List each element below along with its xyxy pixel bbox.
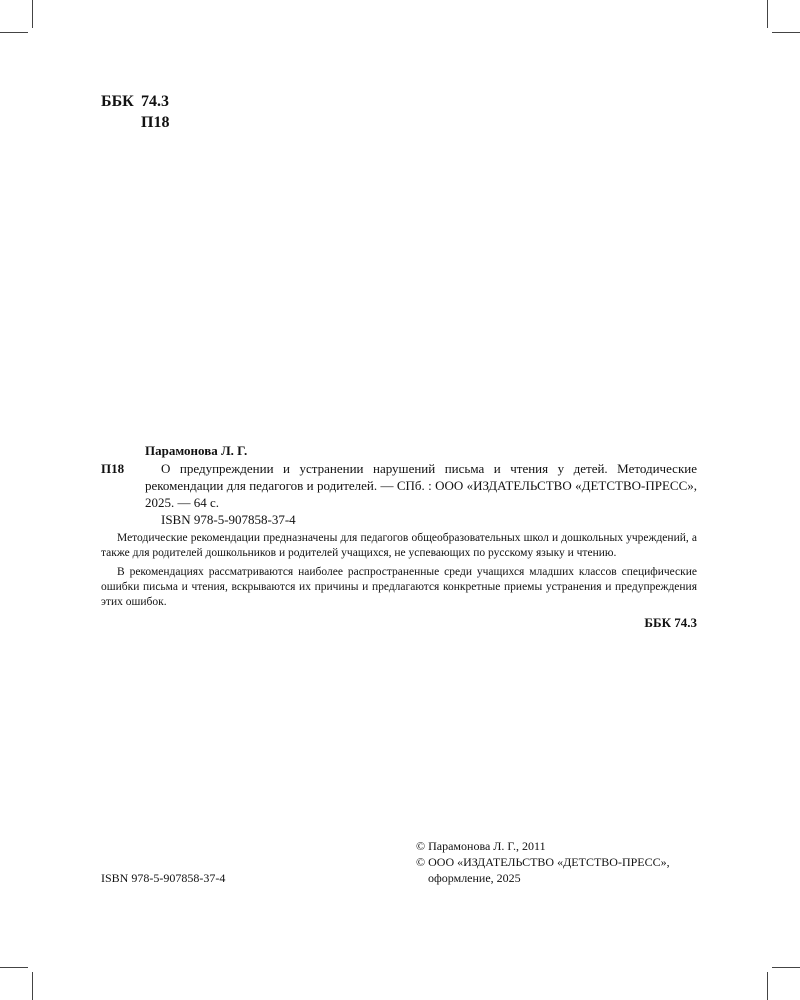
card-author: Парамонова Л. Г. (145, 443, 248, 458)
card-body (145, 460, 697, 531)
copyright-design: оформление, 2025 (428, 871, 521, 885)
footer-isbn: ISBN 978-5-907858-37-4 (101, 871, 226, 885)
card-entry (101, 460, 697, 531)
crop-mark (0, 32, 28, 33)
crop-mark (772, 32, 800, 33)
card-annotation-1: Методические рекомендации предназначены для педагогов общеобразовательных школ и дошкольных учреждений, а также для родителей дошкольников и родителей учащихся, не успевающих по русскому языку и чтению. (101, 532, 697, 559)
copyright-author: © Парамонова Л. Г., 2011 (416, 839, 546, 853)
author-mark: П18 (141, 114, 170, 131)
copyright-block (416, 838, 670, 886)
crop-mark (32, 0, 33, 28)
crop-mark (767, 972, 768, 1000)
crop-mark (767, 0, 768, 28)
card-bbk: ББК 74.3 (644, 615, 697, 630)
crop-mark (0, 967, 28, 968)
crop-mark (772, 967, 800, 968)
card-title: О предупреждении и устранении нарушений письма и чтения у детей. Методические рекомендации для педагогов и родителей. — СПб. : ООО «ИЗДАТЕЛЬСТВО «ДЕТСТВО-ПРЕСС», 2025. — 64 с. (145, 461, 697, 510)
bbk-header (101, 91, 169, 133)
card-annotation-2: В рекомендациях рассматриваются наиболее распространенные среди учащихся младших классов специфические ошибки письма и чтения, вскрываются их причины и предлагаются конкретные приемы устранения и предупреждения этих ошибок. (101, 566, 697, 608)
card-author-mark: П18 (101, 461, 125, 476)
catalog-card (101, 442, 697, 632)
card-isbn: ISBN 978-5-907858-37-4 (161, 512, 296, 527)
bbk-label: ББК (101, 93, 134, 110)
copyright-publisher: © ООО «ИЗДАТЕЛЬСТВО «ДЕТСТВО-ПРЕСС», (416, 855, 670, 869)
bbk-code: 74.3 (141, 93, 169, 110)
crop-mark (32, 972, 33, 1000)
